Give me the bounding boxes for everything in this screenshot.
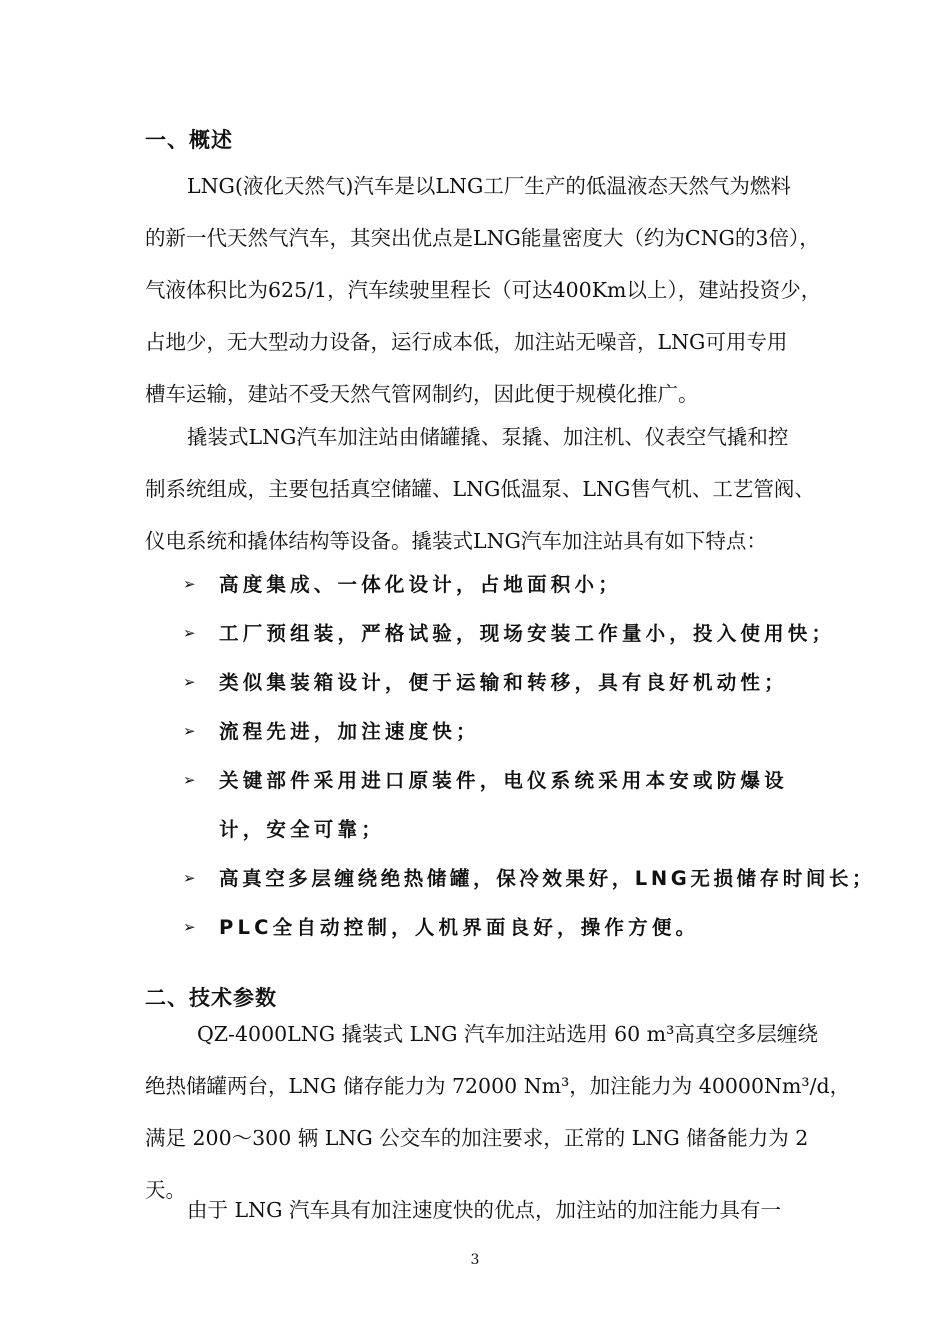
list-item-text: 高真空多层缠绕绝热储罐，保冷效果好，LNG无损储存时间长； — [219, 867, 876, 890]
list-item-text: 关键部件采用进口原装件，电仪系统采用本安或防爆设计，安全可靠； — [219, 769, 788, 841]
arrow-bullet-icon: ➢ — [183, 869, 196, 887]
overview-paragraph-2 — [145, 411, 825, 567]
text-line: 由于 LNG 汽车具有加注速度快的优点，加注站的加注能力具有一 — [187, 1198, 781, 1222]
list-item-text: 高度集成、一体化设计，占地面积小； — [219, 573, 622, 596]
technical-paragraph-2 — [145, 1184, 825, 1236]
feature-list — [183, 560, 876, 952]
text-line: QZ-4000LNG 撬装式 LNG 汽车加注站选用 60 m³高真空多层缠绕 — [197, 1022, 818, 1046]
overview-paragraph-1 — [145, 160, 825, 420]
arrow-bullet-icon: ➢ — [183, 771, 196, 789]
text-line: 气液体积比为625/1，汽车续驶里程长（可达400Km以上），建站投资少， — [145, 278, 822, 302]
list-item — [183, 707, 843, 756]
list-item-text: 类似集装箱设计，便于运输和转移，具有良好机动性； — [219, 671, 788, 694]
list-item — [183, 756, 843, 854]
list-item — [183, 903, 843, 952]
arrow-bullet-icon: ➢ — [183, 722, 196, 740]
text-line: 绝热储罐两台，LNG 储存能力为 72000 Nm³，加注能力为 40000Nm³/d， — [145, 1074, 851, 1098]
list-item — [183, 658, 843, 707]
list-item — [183, 560, 843, 609]
text-line: 占地少，无大型动力设备，运行成本低，加注站无噪音，LNG可用专用 — [145, 330, 788, 354]
list-item-text: PLC全自动控制，人机界面良好，操作方便。 — [219, 916, 700, 939]
list-item — [183, 609, 843, 658]
section-heading-overview: 一、概述 — [145, 128, 233, 152]
text-line: LNG(液化天然气)汽车是以LNG工厂生产的低温液态天然气为燃料 — [187, 174, 791, 198]
list-item-text: 流程先进，加注速度快； — [219, 720, 480, 743]
text-line: 制系统组成，主要包括真空储罐、LNG低温泵、LNG售气机、工艺管阀、 — [145, 477, 815, 501]
arrow-bullet-icon: ➢ — [183, 673, 196, 691]
arrow-bullet-icon: ➢ — [183, 918, 196, 936]
arrow-bullet-icon: ➢ — [183, 624, 196, 642]
list-item — [183, 854, 876, 903]
list-item-text: 工厂预组装，严格试验，现场安装工作量小，投入使用快； — [219, 622, 836, 645]
text-line: 天。 — [145, 1178, 186, 1202]
page-number: 3 — [470, 1252, 480, 1268]
text-line: 的新一代天然气汽车，其突出优点是LNG能量密度大（约为CNG的3倍）， — [145, 226, 820, 250]
text-line: 满足 200～300 辆 LNG 公交车的加注要求，正常的 LNG 储备能力为 2 — [145, 1126, 809, 1150]
text-line: 仪电系统和撬体结构等设备。撬装式LNG汽车加注站具有如下特点： — [145, 529, 767, 553]
text-line: 撬装式LNG汽车加注站由储罐撬、泵撬、加注机、仪表空气撬和控 — [187, 425, 789, 449]
text-line: 槽车运输，建站不受天然气管网制约，因此便于规模化推广。 — [145, 382, 699, 406]
section-heading-technical-parameters: 二、技术参数 — [145, 986, 277, 1010]
arrow-bullet-icon: ➢ — [183, 575, 196, 593]
